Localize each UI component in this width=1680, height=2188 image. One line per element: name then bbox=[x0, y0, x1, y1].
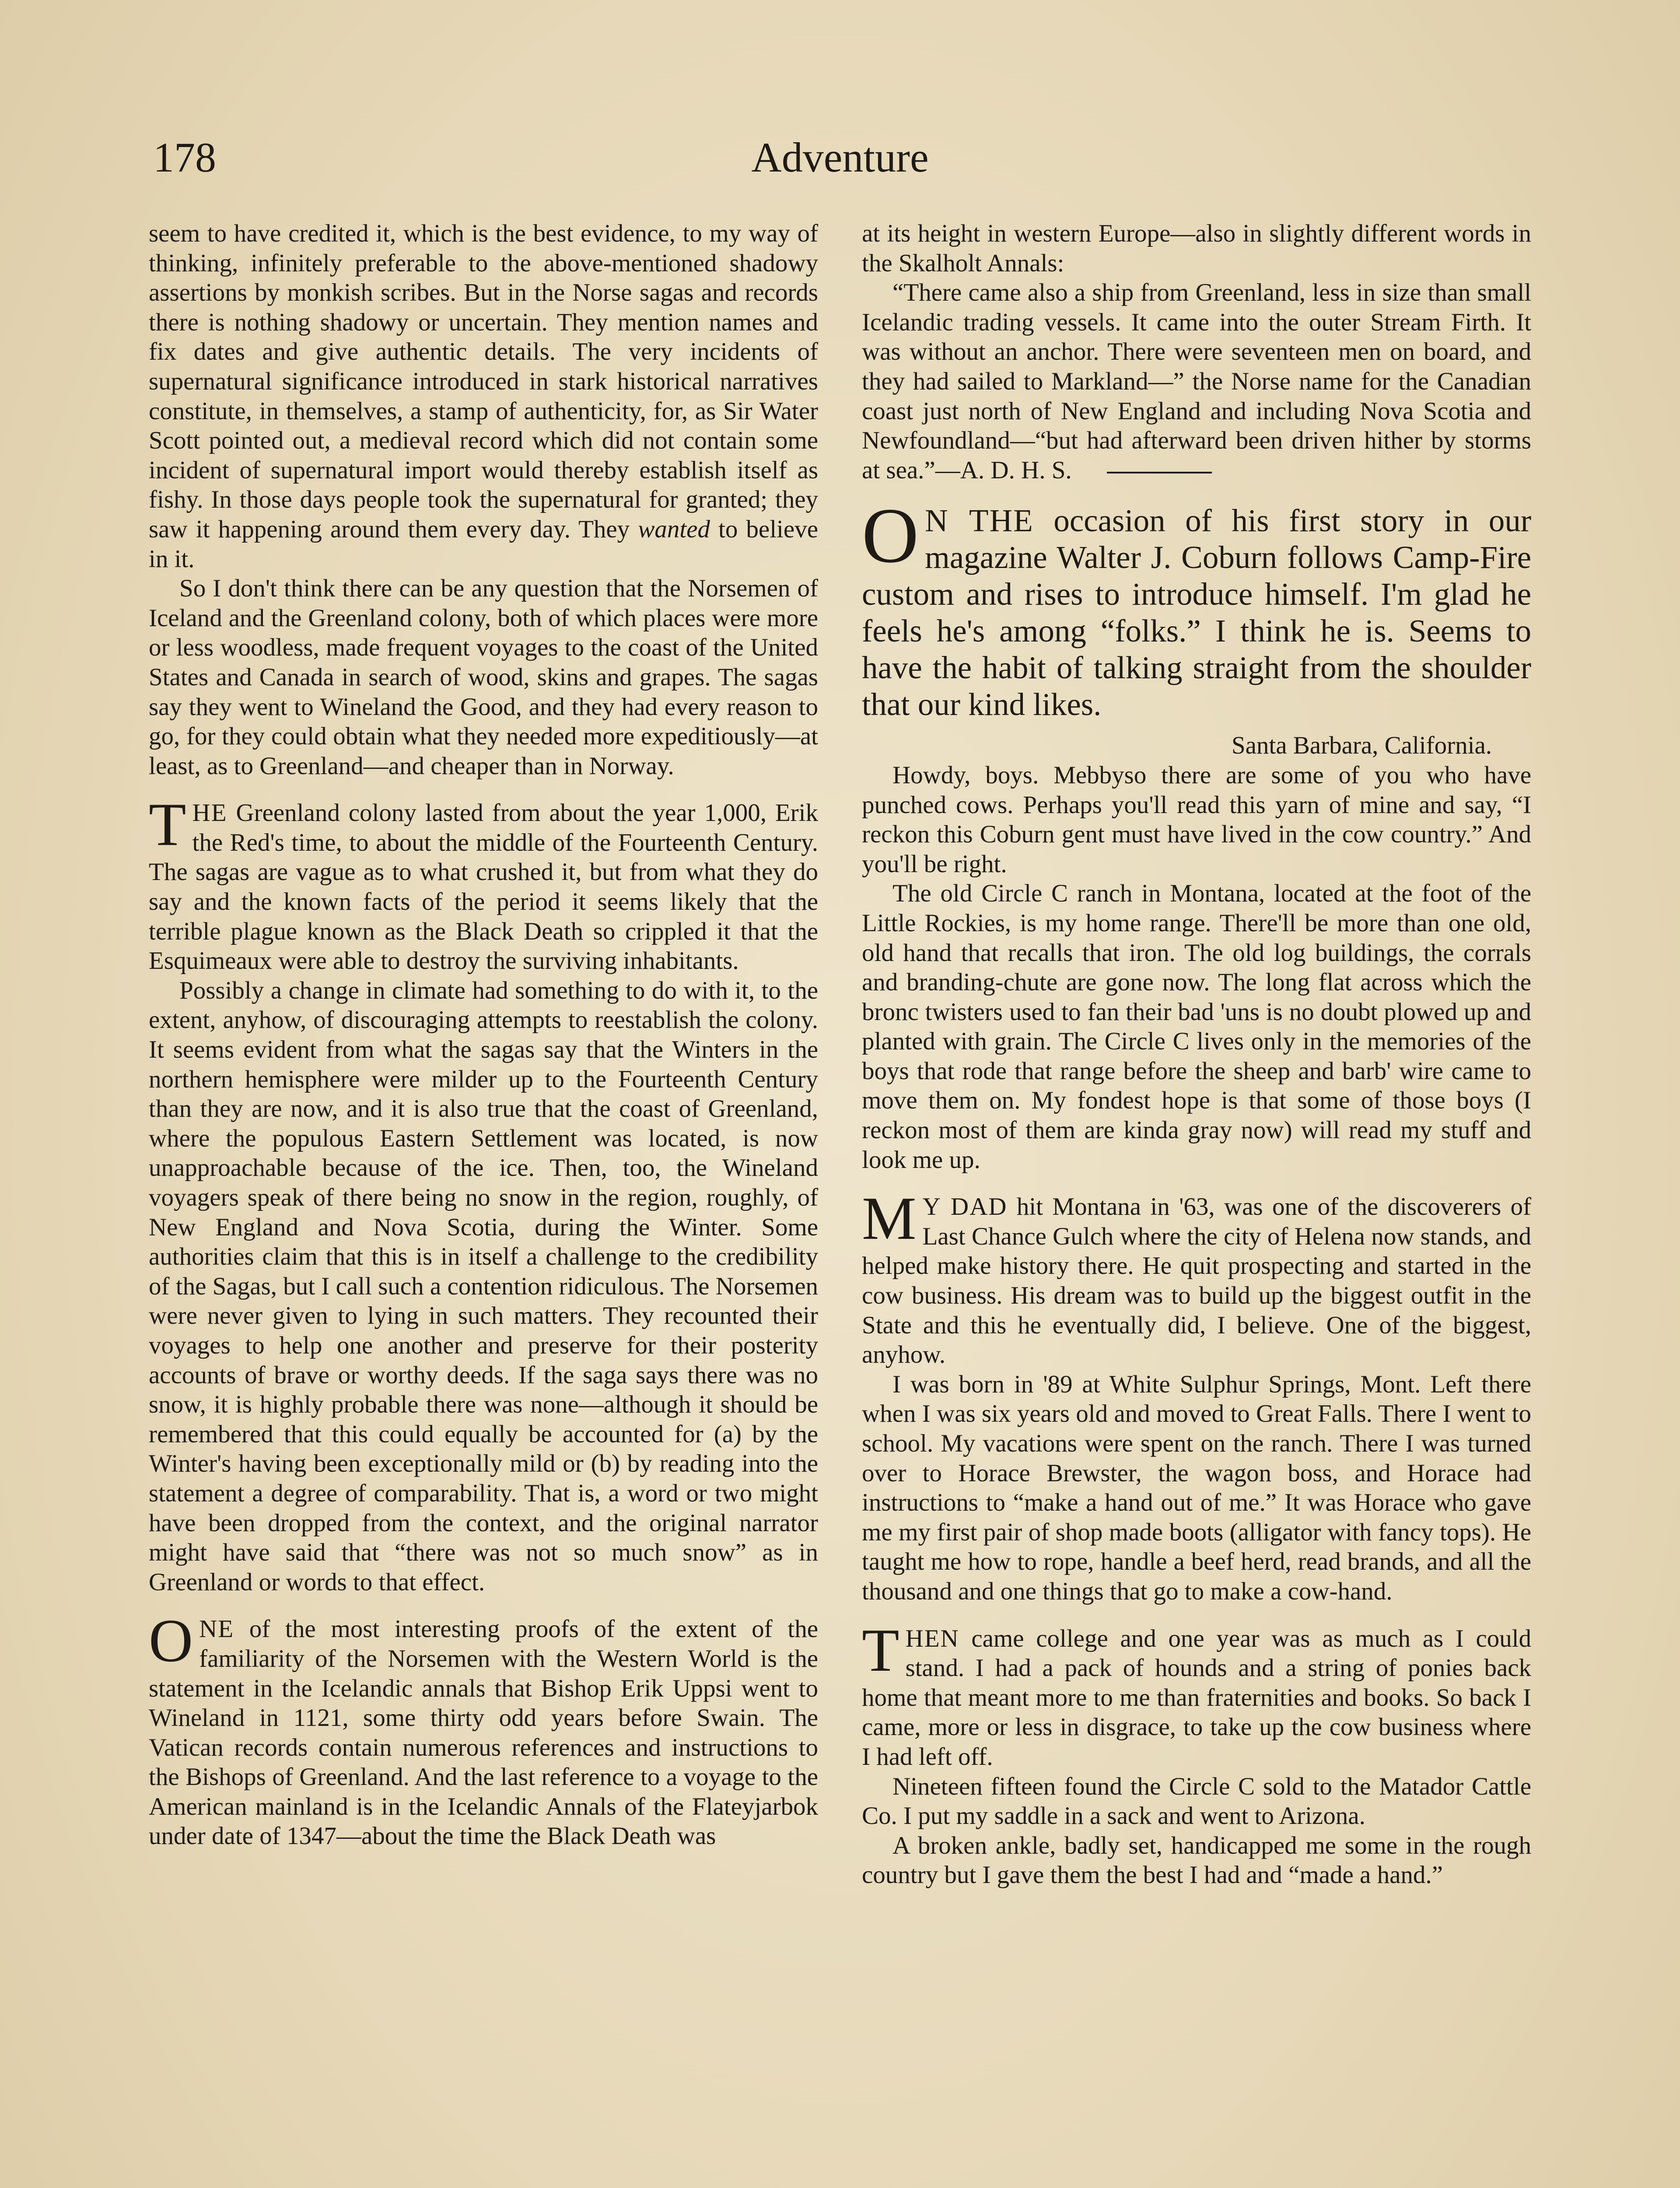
paragraph: Nineteen fifteen found the Circle C sold to the Matador Cattle Co. I put my saddle in a sack and went to Arizona. bbox=[862, 1772, 1531, 1830]
right-column bbox=[862, 219, 1531, 1890]
drop-cap: M bbox=[862, 1185, 917, 1253]
running-title: Adventure bbox=[751, 134, 929, 181]
section-paragraph: M Y DAD hit Montana in '63, was one of the discoverers of Last Chance Gulch where the city of Helena now stands, and helped make history there. He quit prospecting and started in the cow business. His dream was to build up the biggest outfit in the State and this he eventually did, I believe. One of the biggest, anyhow. bbox=[862, 1185, 1531, 1369]
letter-dateline: Santa Barbara, California. bbox=[1231, 732, 1492, 760]
paragraph: The old Circle C ranch in Montana, located at the foot of the Little Rockies, is my home range. There'll be more than one old, old hand that recalls that iron. The old log buildings, the corrals and branding-chute are gone now. The long flat across which the bronc twisters used to fan their bad 'uns is no doubt plowed up and planted with grain. The Circle C lives only in the memories of the boys that rode that range before the sheep and barb' wire came to move them on. My fondest hope is that some of those boys (I reckon most of them are kinda gray now) will read my stuff and look me up. bbox=[862, 880, 1531, 1174]
paragraph: seem to have credited it, which is the best evidence, to my way of thinking, infinitely preferable to the above-mentioned shadowy assertions by monkish scribes. But in the Norse sagas and records there is nothing shadowy or uncertain. They mention names and fix dates and give authentic details. The very incidents of supernatural significance introduced in stark historical narratives constitute, in themselves, a stamp of authenticity, for, as Sir Water Scott pointed out, a medieval record which did not contain some incident of supernatural import would thereby establish itself as fishy. In those days people took the supernatural for granted; they saw it happening around them every day. They wanted to believe in it. bbox=[149, 220, 818, 573]
paragraph: Possibly a change in climate had something to do with it, to the extent, anyhow, of discouraging attempts to reestablish the colony. It seems evident from what the sagas say that the Winters in the northern hemisphere were milder up to the Fourteenth Century than they are now, and it is also true that the coast of Greenland, where the populous Eastern Settlement was located, is now unapproachable because of the ice. Then, too, the Wineland voyagers speak of there being no snow in the region, roughly, of New England and Nova Scotia, during the Winter. Some authorities claim that this is in itself a challenge to the credibility of the Sagas, but I call such a contention ridiculous. The Norsemen were never given to lying in such matters. They recounted their voyages to help one another and preserve for their posterity accounts of brave or worthy deeds. If the saga says there was no snow, it is highly probable there was none—although it should be remembered that this could equally be accounted for (a) by the Winter's having been exceptionally mild or (b) by reading into the statement a degree of comparability. That is, a word or two might have been dropped from the context, and the original narrator might have said that “there was not so much snow” as in Greenland or words to that effect. bbox=[149, 976, 818, 1596]
left-column bbox=[149, 219, 818, 1851]
emphasis: wanted bbox=[638, 515, 710, 543]
paragraph: A broken ankle, badly set, handicapped me some in the rough country but I gave them the best I had and “made a hand.” bbox=[862, 1831, 1531, 1889]
editor-introduction: O N THE occasion of his first story in our magazine Walter J. Coburn follows Camp-Fire custom and rises to introduce himself. I'm glad he feels he's among “folks.” I think he is. Seems to have the habit of talking straight from the shoulder that our kind likes. bbox=[862, 492, 1532, 722]
paragraph: Howdy, boys. Mebbyso there are some of you who have punched cows. Perhaps you'll read this yarn of mine and say, “I reckon this Coburn gent must have lived in the cow country.” And you'll be right. bbox=[862, 761, 1531, 878]
drop-cap: O bbox=[149, 1607, 193, 1675]
paragraph: I was born in '89 at White Sulphur Springs, Mont. Left there when I was six years old and moved to Great Falls. There I went to school. My vacations were spent on the ranch. There I was turned over to Horace Brewster, the wagon boss, and Horace had instructions to “make a hand out of me.” It was Horace who gave me my first pair of shop made boots (alligator with fancy tops). He taught me how to rope, handle a beef herd, read brands, and all the thousand and one things that go to make a cow-hand. bbox=[862, 1370, 1531, 1605]
paragraph: So I don't think there can be any question that the Norsemen of Iceland and the Greenland colony, both of which places were more or less woodless, made frequent voyages to the coast of the United States and Canada in search of wood, skins and grapes. The sagas say they went to Wineland the Good, and they had every reason to go, for they could obtain what they needed more expeditiously—at least, as to Greenland—and cheaper than in Norway. bbox=[149, 575, 818, 780]
section-paragraph: ONE of the most interesting proofs of the extent of the familiarity of the Norsemen with the Western World is the statement in the Icelandic annals that Bishop Erik Uppsi went to Wineland in 1121, some thirty odd years before Swain. The Vatican records contain numerous references and instructions to the Bishops of Greenland. And the last reference to a voyage to the American mainland is in the Icelandic Annals of the Flateyjarbok under date of 1347—about the time the Black Death was bbox=[149, 1607, 818, 1850]
drop-cap: O bbox=[862, 492, 919, 579]
page-header bbox=[149, 131, 1531, 188]
page-number: 178 bbox=[153, 134, 216, 181]
drop-cap: T bbox=[149, 791, 186, 859]
drop-cap: T bbox=[862, 1616, 900, 1684]
section-divider bbox=[1107, 472, 1212, 473]
paragraph: at its height in western Europe—also in slightly different words in the Skalholt Annals: bbox=[862, 220, 1531, 277]
quotation-paragraph: “There came also a ship from Greenland, less in size than small Icelandic trading vessels. It came into the outer Stream Firth. It was without an anchor. There were seventeen men on board, and they had sailed to Markland—” the Norse name for the Canadian coast just north of New England and including Nova Scotia and Newfoundland—“but had afterward been driven hither by storms at sea.”—A. D. H. S. bbox=[862, 279, 1531, 484]
section-paragraph: THEN came college and one year was as much as I could stand. I had a pack of hounds and a string of ponies back home that meant more to me than fraternities and books. So back I came, more or less in disgrace, to take up the cow business where I had left off. bbox=[862, 1616, 1531, 1771]
section-paragraph: THE Greenland colony lasted from about the year 1,000, Erik the Red's time, to about the middle of the Fourteenth Century. The sagas are vague as to what crushed it, but from what they do say and the known facts of the period it seems likely that the terrible plague known as the Black Death so crippled it that the Esquimeaux were able to destroy the surviving inhabitants. bbox=[149, 791, 818, 975]
